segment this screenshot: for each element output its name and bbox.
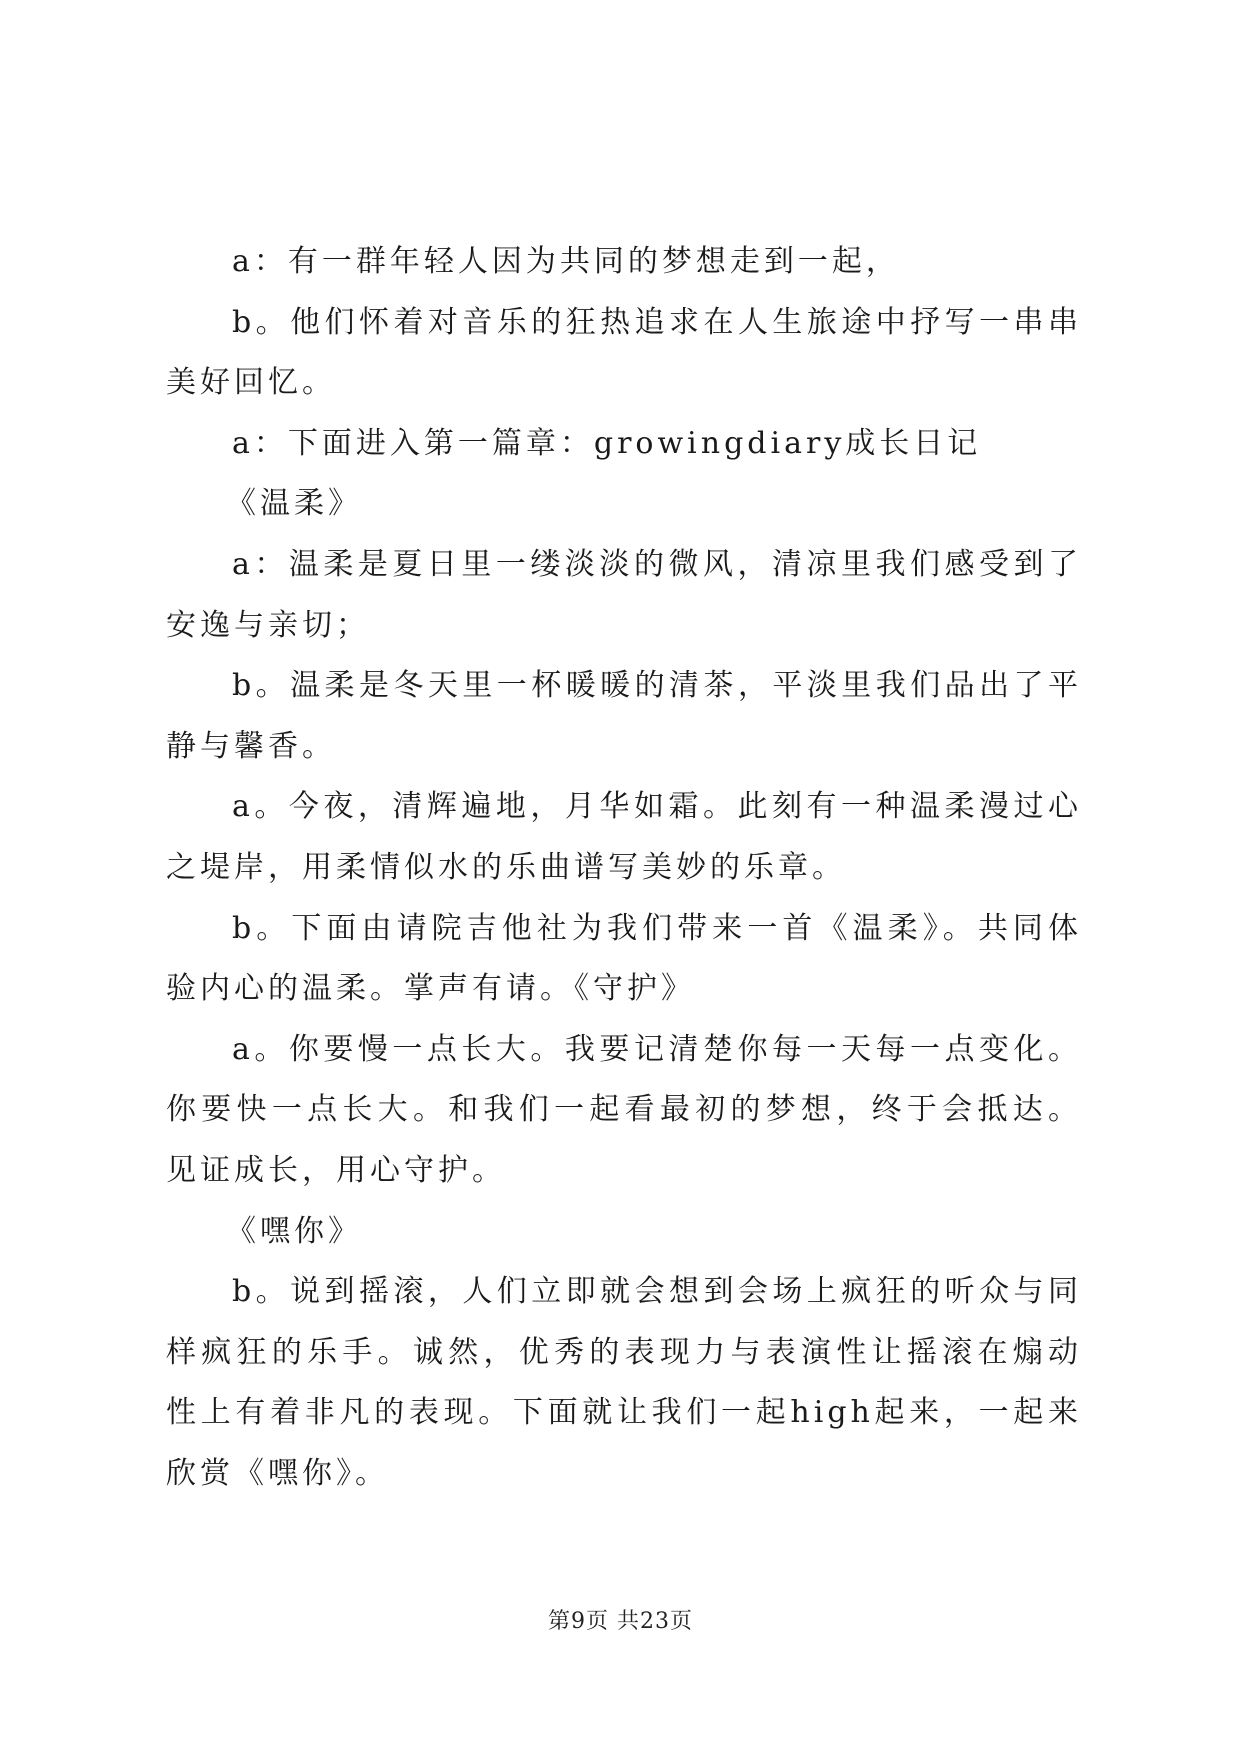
paragraph-7: a。今夜，清辉遍地，月华如霜。此刻有一种温柔漫过心之堤岸，用柔情似水的乐曲谱写美妙的乐章。 [166, 789, 1082, 885]
paragraph-6: b。温柔是冬天里一杯暖暖的清茶，平淡里我们品出了平静与馨香。 [166, 668, 1082, 764]
song-title-heini: 《嘿你》 [226, 1213, 362, 1249]
song-title-wenrou: 《温柔》 [226, 486, 362, 522]
paragraph-2: b。他们怀着对音乐的狂热追求在人生旅途中抒写一串串美好回忆。 [166, 304, 1082, 401]
paragraph-11: b。说到摇滚，人们立即就会想到会场上疯狂的听众与同样疯狂的乐手。诚然，优秀的表现力与表演性让摇滚在煽动性上有着非凡的表现。下面就让我们一起high起来，一起来欣赏《嘿你》。 [166, 1274, 1082, 1491]
paragraph-8: b。下面由请院吉他社为我们带来一首《温柔》。共同体验内心的温柔。掌声有请。《守护》 [166, 910, 1082, 1007]
paragraph-5: a：温柔是夏日里一缕淡淡的微风，清凉里我们感受到了安逸与亲切； [166, 546, 1082, 643]
paragraph-1: a：有一群年轻人因为共同的梦想走到一起， [232, 244, 900, 279]
page-number-footer: 第9页 共23页 [548, 1609, 693, 1634]
document-body [166, 232, 1082, 1504]
paragraph-9: a。你要慢一点长大。我要记清楚你每一天每一点变化。你要快一点长大。和我们一起看最初的梦想，终于会抵达。见证成长，用心守护。 [166, 1031, 1082, 1188]
paragraph-3: a：下面进入第一篇章：growingdiary成长日记 [232, 425, 982, 461]
